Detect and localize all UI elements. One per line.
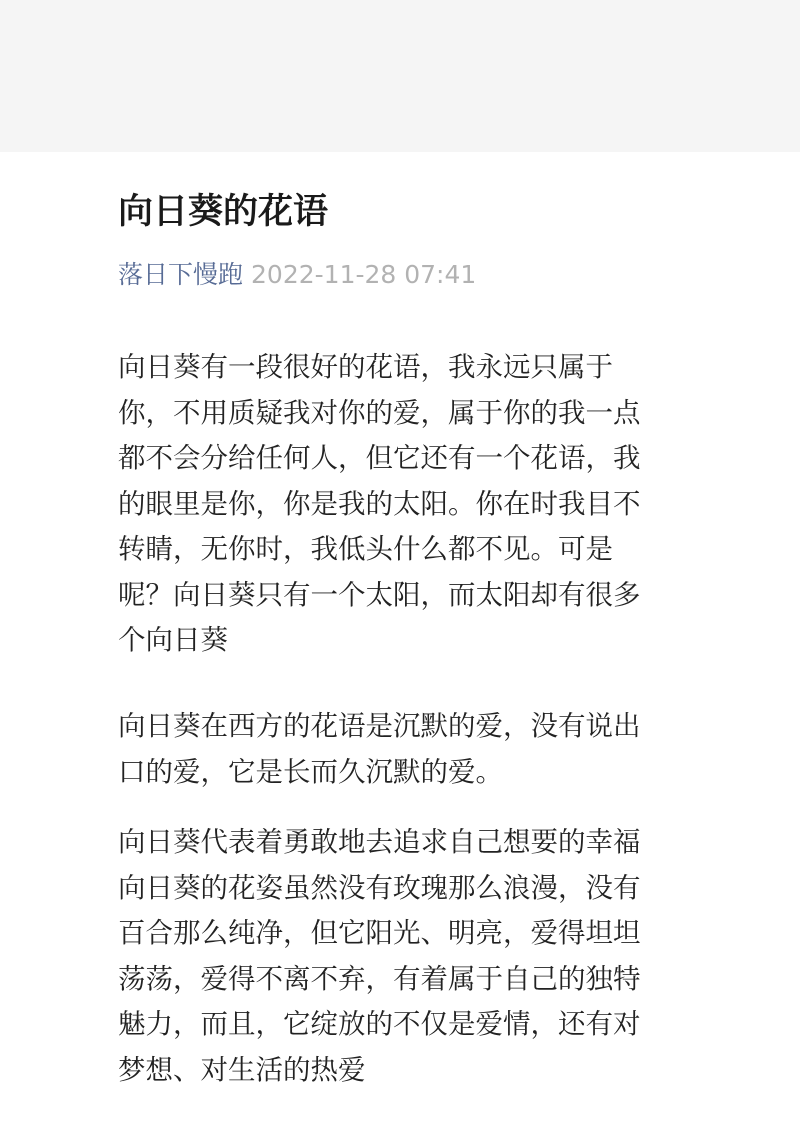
text-line: 向日葵在西方的花语是沉默的爱，没有说出 bbox=[118, 710, 641, 742]
top-bar bbox=[0, 0, 800, 152]
text-line: 向日葵有一段很好的花语，我永远只属于 bbox=[118, 351, 613, 383]
publish-date: 2022-11-28 07:41 bbox=[251, 260, 477, 289]
article-meta bbox=[118, 258, 476, 292]
text-line: 的眼里是你，你是我的太阳。你在时我目不 bbox=[118, 487, 641, 520]
text-line: 你，不用质疑我对你的爱，属于你的我一点 bbox=[118, 396, 641, 429]
paragraph-2 bbox=[118, 704, 708, 795]
text-line: 魅力，而且，它绽放的不仅是爱情，还有对 bbox=[118, 1008, 641, 1040]
paragraph-3 bbox=[118, 820, 708, 1093]
text-line: 百合那么纯净，但它阳光、明亮，爱得坦坦 bbox=[118, 917, 641, 949]
author-link[interactable]: 落日下慢跑 bbox=[118, 260, 244, 289]
text-line: 都不会分给任何人，但它还有一个花语，我 bbox=[118, 442, 641, 474]
text-line: 个向日葵 bbox=[118, 624, 228, 656]
text-line: 梦想、对生活的热爱 bbox=[118, 1053, 366, 1086]
paragraph-1 bbox=[118, 345, 708, 664]
text-line: 荡荡，爱得不离不弃，有着属于自己的独特 bbox=[118, 962, 641, 995]
text-line: 呢？向日葵只有一个太阳，而太阳却有很多 bbox=[118, 578, 641, 611]
text-line: 向日葵的花姿虽然没有玫瑰那么浪漫，没有 bbox=[118, 871, 641, 904]
article-title: 向日葵的花语 bbox=[118, 192, 329, 232]
text-line: 向日葵代表着勇敢地去追求自己想要的幸福 bbox=[118, 826, 641, 858]
text-line: 口的爱，它是长而久沉默的爱。 bbox=[118, 755, 503, 788]
text-line: 转睛，无你时，我低头什么都不见。可是 bbox=[118, 533, 613, 565]
